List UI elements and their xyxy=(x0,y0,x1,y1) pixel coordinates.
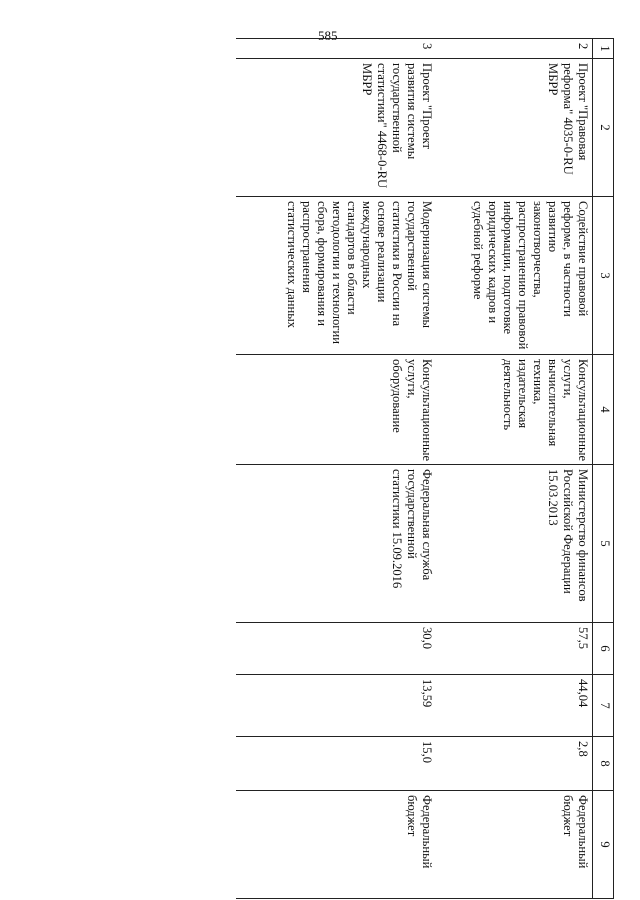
table-row xyxy=(237,39,437,899)
header-row xyxy=(593,39,614,899)
page-number: 585 xyxy=(318,28,338,43)
value-col-8: 2,8 xyxy=(437,737,593,791)
funding-source: Федеральный бюджет xyxy=(437,791,593,899)
table-row xyxy=(437,39,593,899)
projects-table xyxy=(237,38,615,899)
value-col-8: 15,0 xyxy=(237,737,437,791)
value-col-6: 57,5 xyxy=(437,623,593,675)
row-number: 3 xyxy=(237,39,437,59)
header-col-8: 8 xyxy=(593,737,614,791)
executing-agency: Министерство финансов Российской Федерации 15.03.2013 xyxy=(437,465,593,623)
header-col-1: 1 xyxy=(593,39,614,59)
project-purpose: Содействие правовой реформе, в частности развитию законотворчества, распространению правовой информации, подготовке юридических кадров и судебной реформе xyxy=(437,197,593,355)
header-col-5: 5 xyxy=(593,465,614,623)
goods-services: Консультационные услуги, оборудование xyxy=(237,355,437,465)
header-col-2: 2 xyxy=(593,59,614,197)
header-col-9: 9 xyxy=(593,791,614,899)
header-col-4: 4 xyxy=(593,355,614,465)
goods-services: Консультационные услуги, вычислительная техника, издательская деятельность xyxy=(437,355,593,465)
rotated-table-container xyxy=(80,38,614,898)
project-name: Проект "Правовая реформа" 4035-0-RU МБРР xyxy=(437,59,593,197)
project-name: Проект "Проект развития системы государственной статистики" 4468-0-RU МБРР xyxy=(237,59,437,197)
value-col-6: 30,0 xyxy=(237,623,437,675)
header-col-3: 3 xyxy=(593,197,614,355)
header-col-6: 6 xyxy=(593,623,614,675)
value-col-7: 13,59 xyxy=(237,675,437,737)
header-col-7: 7 xyxy=(593,675,614,737)
row-number: 2 xyxy=(437,39,593,59)
funding-source: Федеральный бюджет xyxy=(237,791,437,899)
executing-agency: Федеральная служба государственной статистики 15.09.2016 xyxy=(237,465,437,623)
value-col-7: 44,04 xyxy=(437,675,593,737)
project-purpose: Модернизация системы государственной статистики в России на основе реализации международных стандартов в области методологии и технологии сбора, формирования и распространения статистических данных xyxy=(237,197,437,355)
